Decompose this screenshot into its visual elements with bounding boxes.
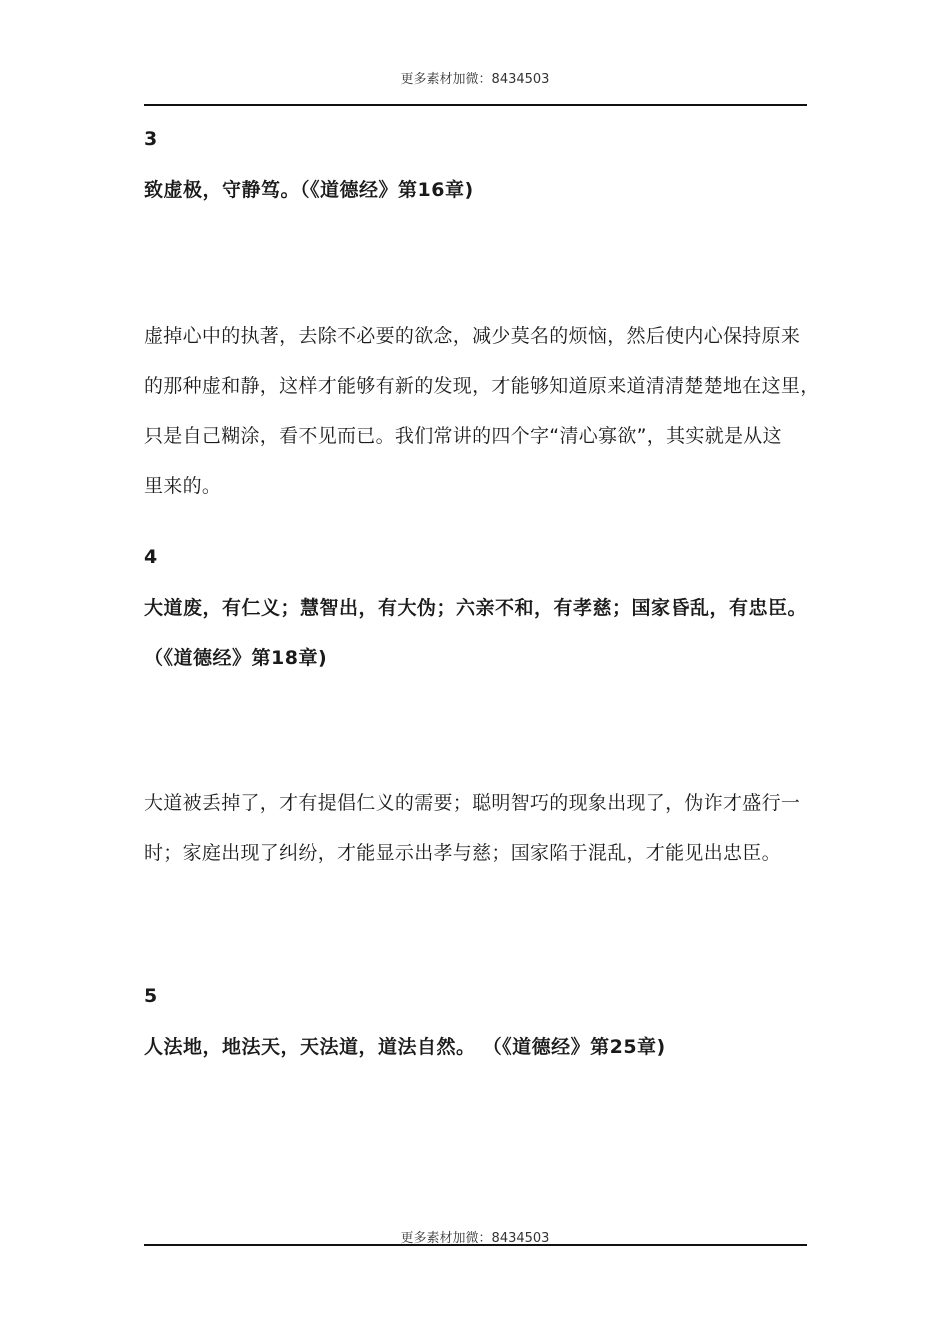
- section-explanation: [144, 778, 819, 878]
- section-number: 5: [144, 985, 158, 1007]
- quote-line: 大道废，有仁义；慧智出，有大伪；六亲不和，有孝慈；国家昏乱，有忠臣。: [144, 597, 808, 619]
- text-line: 里来的。: [144, 475, 222, 497]
- section-quote: 人法地，地法天，天法道，道法自然。 （《道德经》第25章): [144, 1036, 666, 1058]
- text-line: 的那种虚和静，这样才能够有新的发现，才能够知道原来道清清楚楚地在这里，: [144, 375, 820, 397]
- text-line: 虚掉心中的执著，去除不必要的欲念，减少莫名的烦恼，然后使内心保持原来: [144, 325, 801, 347]
- text-line: 大道被丢掉了，才有提倡仁义的需要；聪明智巧的现象出现了，伪诈才盛行一: [144, 792, 801, 814]
- section-explanation: [144, 311, 819, 511]
- text-line: 只是自己糊涂，看不见而已。我们常讲的四个字“清心寡欲”，其实就是从这: [144, 425, 782, 447]
- page-header: 更多素材加微：8434503: [400, 72, 550, 87]
- page-footer: 更多素材加微：8434503: [400, 1231, 550, 1246]
- section-quote: [144, 583, 814, 683]
- header-rule: [144, 104, 807, 106]
- section-number: 4: [144, 546, 158, 568]
- section-number: 3: [144, 128, 158, 150]
- quote-line: （《道德经》第18章): [144, 647, 328, 669]
- section-quote: 致虚极，守静笃。（《道德经》第16章): [144, 179, 474, 201]
- text-line: 时；家庭出现了纠纷，才能显示出孝与慈；国家陷于混乱，才能见出忠臣。: [144, 842, 781, 864]
